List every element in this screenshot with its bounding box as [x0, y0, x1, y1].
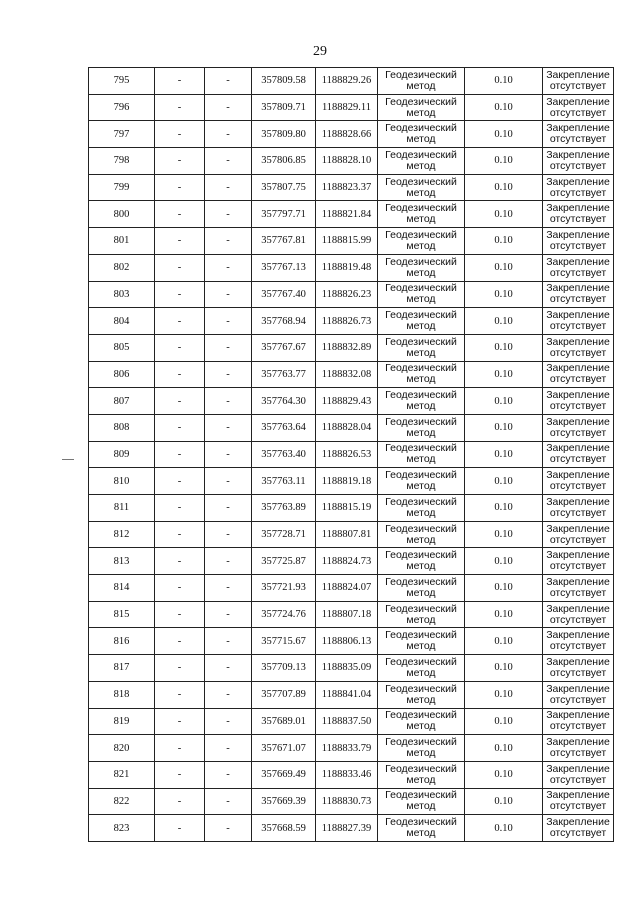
old-x-cell: -: [155, 68, 205, 95]
x-coordinate-cell: 357807.75: [252, 174, 316, 201]
fixing-description-cell: Закрепление отсутствует: [543, 468, 614, 495]
point-number-cell: 797: [89, 121, 155, 148]
x-coordinate-cell: 357763.77: [252, 361, 316, 388]
fixing-description-cell: Закрепление отсутствует: [543, 94, 614, 121]
old-x-cell: -: [155, 628, 205, 655]
fixing-description-cell: Закрепление отсутствует: [543, 735, 614, 762]
accuracy-cell: 0.10: [465, 521, 543, 548]
point-number-cell: 805: [89, 334, 155, 361]
point-number-cell: 809: [89, 441, 155, 468]
y-coordinate-cell: 1188829.26: [316, 68, 378, 95]
y-coordinate-cell: 1188833.79: [316, 735, 378, 762]
point-number-cell: 798: [89, 148, 155, 175]
old-y-cell: -: [205, 201, 252, 228]
table-row: [89, 121, 614, 148]
x-coordinate-cell: 357767.40: [252, 281, 316, 308]
old-y-cell: -: [205, 521, 252, 548]
old-x-cell: -: [155, 361, 205, 388]
y-coordinate-cell: 1188815.19: [316, 495, 378, 522]
old-y-cell: -: [205, 655, 252, 682]
fixing-description-cell: Закрепление отсутствует: [543, 148, 614, 175]
table-row: [89, 254, 614, 281]
y-coordinate-cell: 1188833.46: [316, 761, 378, 788]
method-cell: Геодезический метод: [378, 735, 465, 762]
accuracy-cell: 0.10: [465, 548, 543, 575]
point-number-cell: 814: [89, 575, 155, 602]
y-coordinate-cell: 1188819.48: [316, 254, 378, 281]
x-coordinate-cell: 357809.80: [252, 121, 316, 148]
x-coordinate-cell: 357707.89: [252, 681, 316, 708]
fixing-description-cell: Закрепление отсутствует: [543, 174, 614, 201]
point-number-cell: 796: [89, 94, 155, 121]
method-cell: Геодезический метод: [378, 761, 465, 788]
fixing-description-cell: Закрепление отсутствует: [543, 628, 614, 655]
old-y-cell: -: [205, 548, 252, 575]
old-y-cell: -: [205, 708, 252, 735]
y-coordinate-cell: 1188835.09: [316, 655, 378, 682]
fixing-description-cell: Закрепление отсутствует: [543, 361, 614, 388]
point-number-cell: 803: [89, 281, 155, 308]
y-coordinate-cell: 1188826.73: [316, 308, 378, 335]
accuracy-cell: 0.10: [465, 601, 543, 628]
x-coordinate-cell: 357797.71: [252, 201, 316, 228]
x-coordinate-cell: 357764.30: [252, 388, 316, 415]
accuracy-cell: 0.10: [465, 495, 543, 522]
old-x-cell: -: [155, 521, 205, 548]
y-coordinate-cell: 1188819.18: [316, 468, 378, 495]
point-number-cell: 820: [89, 735, 155, 762]
accuracy-cell: 0.10: [465, 334, 543, 361]
method-cell: Геодезический метод: [378, 308, 465, 335]
old-y-cell: -: [205, 94, 252, 121]
old-y-cell: -: [205, 254, 252, 281]
fixing-description-cell: Закрепление отсутствует: [543, 68, 614, 95]
method-cell: Геодезический метод: [378, 495, 465, 522]
point-number-cell: 799: [89, 174, 155, 201]
old-x-cell: -: [155, 334, 205, 361]
method-cell: Геодезический метод: [378, 441, 465, 468]
method-cell: Геодезический метод: [378, 468, 465, 495]
accuracy-cell: 0.10: [465, 388, 543, 415]
old-x-cell: -: [155, 575, 205, 602]
point-number-cell: 821: [89, 761, 155, 788]
x-coordinate-cell: 357728.71: [252, 521, 316, 548]
accuracy-cell: 0.10: [465, 281, 543, 308]
y-coordinate-cell: 1188806.13: [316, 628, 378, 655]
table-row: [89, 788, 614, 815]
table-row: [89, 468, 614, 495]
table-row: [89, 281, 614, 308]
x-coordinate-cell: 357763.40: [252, 441, 316, 468]
method-cell: Геодезический метод: [378, 361, 465, 388]
y-coordinate-cell: 1188826.23: [316, 281, 378, 308]
point-number-cell: 800: [89, 201, 155, 228]
x-coordinate-cell: 357763.89: [252, 495, 316, 522]
accuracy-cell: 0.10: [465, 121, 543, 148]
x-coordinate-cell: 357724.76: [252, 601, 316, 628]
accuracy-cell: 0.10: [465, 815, 543, 842]
old-y-cell: -: [205, 788, 252, 815]
accuracy-cell: 0.10: [465, 414, 543, 441]
point-number-cell: 808: [89, 414, 155, 441]
table-row: [89, 815, 614, 842]
y-coordinate-cell: 1188830.73: [316, 788, 378, 815]
old-x-cell: -: [155, 708, 205, 735]
method-cell: Геодезический метод: [378, 228, 465, 255]
y-coordinate-cell: 1188832.89: [316, 334, 378, 361]
table-row: [89, 148, 614, 175]
x-coordinate-cell: 357689.01: [252, 708, 316, 735]
point-number-cell: 806: [89, 361, 155, 388]
point-number-cell: 801: [89, 228, 155, 255]
table-row: [89, 201, 614, 228]
x-coordinate-cell: 357806.85: [252, 148, 316, 175]
y-coordinate-cell: 1188828.66: [316, 121, 378, 148]
y-coordinate-cell: 1188828.10: [316, 148, 378, 175]
fixing-description-cell: Закрепление отсутствует: [543, 788, 614, 815]
old-y-cell: -: [205, 468, 252, 495]
y-coordinate-cell: 1188828.04: [316, 414, 378, 441]
point-number-cell: 817: [89, 655, 155, 682]
table-row: [89, 441, 614, 468]
old-y-cell: -: [205, 815, 252, 842]
point-number-cell: 813: [89, 548, 155, 575]
old-x-cell: -: [155, 228, 205, 255]
table-row: [89, 548, 614, 575]
method-cell: Геодезический метод: [378, 521, 465, 548]
method-cell: Геодезический метод: [378, 655, 465, 682]
method-cell: Геодезический метод: [378, 708, 465, 735]
old-y-cell: -: [205, 735, 252, 762]
x-coordinate-cell: 357669.49: [252, 761, 316, 788]
accuracy-cell: 0.10: [465, 254, 543, 281]
method-cell: Геодезический метод: [378, 334, 465, 361]
accuracy-cell: 0.10: [465, 761, 543, 788]
fixing-description-cell: Закрепление отсутствует: [543, 281, 614, 308]
old-x-cell: -: [155, 601, 205, 628]
table-row: [89, 575, 614, 602]
fixing-description-cell: Закрепление отсутствует: [543, 761, 614, 788]
old-y-cell: -: [205, 148, 252, 175]
old-x-cell: -: [155, 468, 205, 495]
old-y-cell: -: [205, 495, 252, 522]
accuracy-cell: 0.10: [465, 735, 543, 762]
point-number-cell: 812: [89, 521, 155, 548]
old-x-cell: -: [155, 201, 205, 228]
margin-mark: [62, 459, 74, 460]
table-row: [89, 735, 614, 762]
fixing-description-cell: Закрепление отсутствует: [543, 254, 614, 281]
point-number-cell: 816: [89, 628, 155, 655]
method-cell: Геодезический метод: [378, 148, 465, 175]
y-coordinate-cell: 1188807.81: [316, 521, 378, 548]
old-x-cell: -: [155, 815, 205, 842]
point-number-cell: 811: [89, 495, 155, 522]
page-number: 29: [313, 44, 327, 59]
method-cell: Геодезический метод: [378, 201, 465, 228]
table-row: [89, 681, 614, 708]
table-row: [89, 361, 614, 388]
old-x-cell: -: [155, 548, 205, 575]
point-number-cell: 807: [89, 388, 155, 415]
old-y-cell: -: [205, 68, 252, 95]
old-y-cell: -: [205, 414, 252, 441]
y-coordinate-cell: 1188821.84: [316, 201, 378, 228]
old-y-cell: -: [205, 308, 252, 335]
old-y-cell: -: [205, 601, 252, 628]
x-coordinate-cell: 357763.11: [252, 468, 316, 495]
fixing-description-cell: Закрепление отсутствует: [543, 334, 614, 361]
accuracy-cell: 0.10: [465, 441, 543, 468]
old-y-cell: -: [205, 228, 252, 255]
old-x-cell: -: [155, 735, 205, 762]
point-number-cell: 795: [89, 68, 155, 95]
x-coordinate-cell: 357709.13: [252, 655, 316, 682]
old-y-cell: -: [205, 388, 252, 415]
old-y-cell: -: [205, 281, 252, 308]
table-row: [89, 68, 614, 95]
table-row: [89, 495, 614, 522]
y-coordinate-cell: 1188829.43: [316, 388, 378, 415]
x-coordinate-cell: 357725.87: [252, 548, 316, 575]
old-x-cell: -: [155, 681, 205, 708]
coordinates-table: [88, 67, 614, 842]
table-row: [89, 308, 614, 335]
old-x-cell: -: [155, 388, 205, 415]
x-coordinate-cell: 357767.67: [252, 334, 316, 361]
y-coordinate-cell: 1188826.53: [316, 441, 378, 468]
old-y-cell: -: [205, 174, 252, 201]
method-cell: Геодезический метод: [378, 815, 465, 842]
method-cell: Геодезический метод: [378, 575, 465, 602]
old-x-cell: -: [155, 94, 205, 121]
old-y-cell: -: [205, 628, 252, 655]
x-coordinate-cell: 357767.13: [252, 254, 316, 281]
y-coordinate-cell: 1188807.18: [316, 601, 378, 628]
accuracy-cell: 0.10: [465, 468, 543, 495]
method-cell: Геодезический метод: [378, 414, 465, 441]
method-cell: Геодезический метод: [378, 281, 465, 308]
x-coordinate-cell: 357767.81: [252, 228, 316, 255]
old-x-cell: -: [155, 761, 205, 788]
accuracy-cell: 0.10: [465, 94, 543, 121]
fixing-description-cell: Закрепление отсутствует: [543, 521, 614, 548]
point-number-cell: 815: [89, 601, 155, 628]
y-coordinate-cell: 1188841.04: [316, 681, 378, 708]
method-cell: Геодезический метод: [378, 254, 465, 281]
accuracy-cell: 0.10: [465, 361, 543, 388]
fixing-description-cell: Закрепление отсутствует: [543, 388, 614, 415]
accuracy-cell: 0.10: [465, 68, 543, 95]
old-y-cell: -: [205, 681, 252, 708]
fixing-description-cell: Закрепление отсутствует: [543, 548, 614, 575]
old-y-cell: -: [205, 121, 252, 148]
x-coordinate-cell: 357669.39: [252, 788, 316, 815]
old-x-cell: -: [155, 788, 205, 815]
method-cell: Геодезический метод: [378, 628, 465, 655]
fixing-description-cell: Закрепление отсутствует: [543, 708, 614, 735]
point-number-cell: 822: [89, 788, 155, 815]
fixing-description-cell: Закрепление отсутствует: [543, 815, 614, 842]
fixing-description-cell: Закрепление отсутствует: [543, 308, 614, 335]
accuracy-cell: 0.10: [465, 788, 543, 815]
point-number-cell: 818: [89, 681, 155, 708]
fixing-description-cell: Закрепление отсутствует: [543, 495, 614, 522]
x-coordinate-cell: 357668.59: [252, 815, 316, 842]
table-row: [89, 228, 614, 255]
old-y-cell: -: [205, 575, 252, 602]
fixing-description-cell: Закрепление отсутствует: [543, 414, 614, 441]
method-cell: Геодезический метод: [378, 68, 465, 95]
x-coordinate-cell: 357809.58: [252, 68, 316, 95]
table-row: [89, 334, 614, 361]
method-cell: Геодезический метод: [378, 388, 465, 415]
y-coordinate-cell: 1188815.99: [316, 228, 378, 255]
x-coordinate-cell: 357671.07: [252, 735, 316, 762]
table-row: [89, 94, 614, 121]
y-coordinate-cell: 1188824.73: [316, 548, 378, 575]
x-coordinate-cell: 357721.93: [252, 575, 316, 602]
table-row: [89, 761, 614, 788]
table-row: [89, 628, 614, 655]
method-cell: Геодезический метод: [378, 94, 465, 121]
point-number-cell: 804: [89, 308, 155, 335]
x-coordinate-cell: 357768.94: [252, 308, 316, 335]
fixing-description-cell: Закрепление отсутствует: [543, 441, 614, 468]
old-x-cell: -: [155, 308, 205, 335]
accuracy-cell: 0.10: [465, 148, 543, 175]
y-coordinate-cell: 1188823.37: [316, 174, 378, 201]
fixing-description-cell: Закрепление отсутствует: [543, 681, 614, 708]
accuracy-cell: 0.10: [465, 228, 543, 255]
table-row: [89, 174, 614, 201]
point-number-cell: 823: [89, 815, 155, 842]
old-x-cell: -: [155, 281, 205, 308]
accuracy-cell: 0.10: [465, 708, 543, 735]
point-number-cell: 810: [89, 468, 155, 495]
method-cell: Геодезический метод: [378, 548, 465, 575]
old-x-cell: -: [155, 414, 205, 441]
y-coordinate-cell: 1188837.50: [316, 708, 378, 735]
y-coordinate-cell: 1188824.07: [316, 575, 378, 602]
accuracy-cell: 0.10: [465, 681, 543, 708]
point-number-cell: 802: [89, 254, 155, 281]
x-coordinate-cell: 357809.71: [252, 94, 316, 121]
accuracy-cell: 0.10: [465, 174, 543, 201]
table-row: [89, 414, 614, 441]
x-coordinate-cell: 357763.64: [252, 414, 316, 441]
old-x-cell: -: [155, 655, 205, 682]
coordinates-table-body: [89, 68, 614, 842]
method-cell: Геодезический метод: [378, 174, 465, 201]
old-y-cell: -: [205, 361, 252, 388]
point-number-cell: 819: [89, 708, 155, 735]
old-y-cell: -: [205, 441, 252, 468]
fixing-description-cell: Закрепление отсутствует: [543, 601, 614, 628]
table-row: [89, 388, 614, 415]
fixing-description-cell: Закрепление отсутствует: [543, 655, 614, 682]
y-coordinate-cell: 1188832.08: [316, 361, 378, 388]
y-coordinate-cell: 1188827.39: [316, 815, 378, 842]
accuracy-cell: 0.10: [465, 628, 543, 655]
method-cell: Геодезический метод: [378, 681, 465, 708]
x-coordinate-cell: 357715.67: [252, 628, 316, 655]
old-x-cell: -: [155, 441, 205, 468]
old-y-cell: -: [205, 334, 252, 361]
old-x-cell: -: [155, 121, 205, 148]
y-coordinate-cell: 1188829.11: [316, 94, 378, 121]
method-cell: Геодезический метод: [378, 121, 465, 148]
accuracy-cell: 0.10: [465, 201, 543, 228]
accuracy-cell: 0.10: [465, 655, 543, 682]
old-y-cell: -: [205, 761, 252, 788]
method-cell: Геодезический метод: [378, 601, 465, 628]
fixing-description-cell: Закрепление отсутствует: [543, 575, 614, 602]
table-row: [89, 521, 614, 548]
table-row: [89, 708, 614, 735]
old-x-cell: -: [155, 148, 205, 175]
fixing-description-cell: Закрепление отсутствует: [543, 228, 614, 255]
old-x-cell: -: [155, 495, 205, 522]
method-cell: Геодезический метод: [378, 788, 465, 815]
old-x-cell: -: [155, 174, 205, 201]
table-row: [89, 655, 614, 682]
fixing-description-cell: Закрепление отсутствует: [543, 121, 614, 148]
accuracy-cell: 0.10: [465, 308, 543, 335]
accuracy-cell: 0.10: [465, 575, 543, 602]
old-x-cell: -: [155, 254, 205, 281]
table-row: [89, 601, 614, 628]
fixing-description-cell: Закрепление отсутствует: [543, 201, 614, 228]
